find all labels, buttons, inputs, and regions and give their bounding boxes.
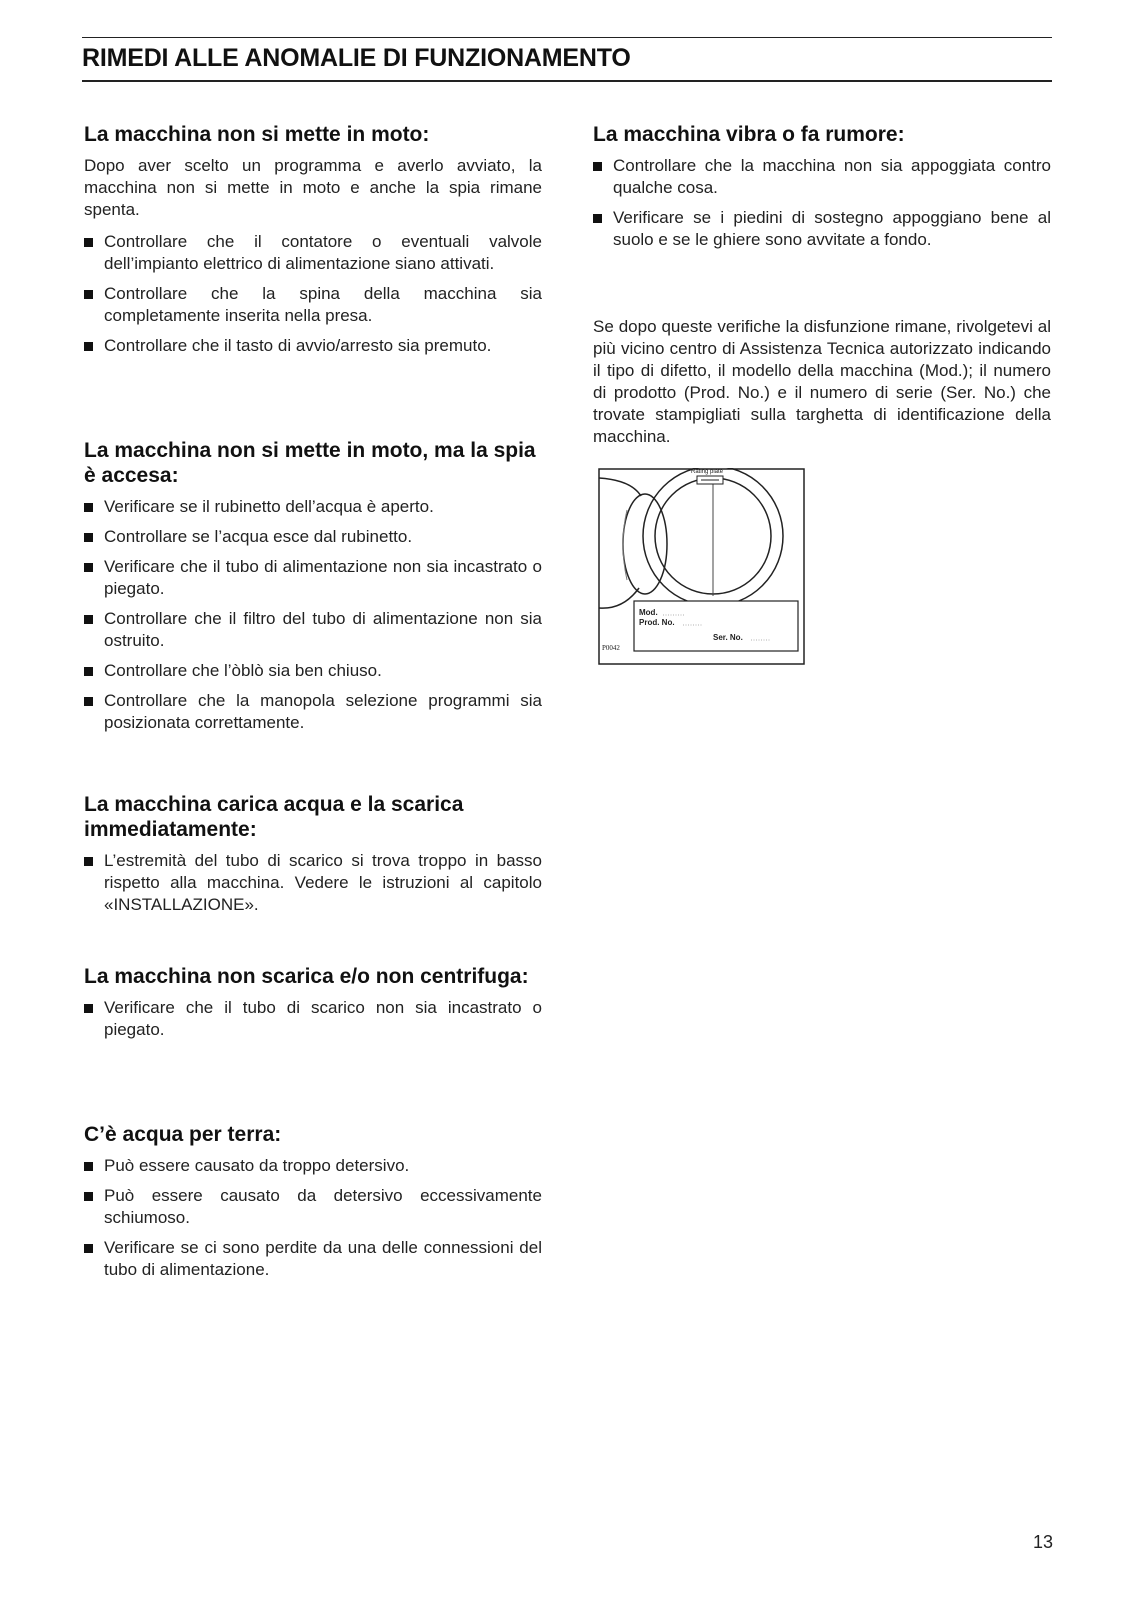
open-door-glass [623, 494, 667, 594]
page-title: RIMEDI ALLE ANOMALIE DI FUNZIONAMENTO [82, 44, 631, 72]
section-no-start-light-on [84, 438, 542, 742]
section-heading: La macchina non si mette in moto, ma la spia è accesa: [84, 439, 536, 487]
section-heading: La macchina non scarica e/o non centrifuga: [84, 965, 529, 988]
ser-no-label: Ser. No. [713, 633, 743, 642]
list-item: L’estremità del tubo di scarico si trova troppo in basso rispetto alla macchina. Vedere le istruzioni al capitolo «INSTALLAZIONE». [84, 850, 542, 916]
bullet-square-icon [84, 1162, 93, 1171]
rating-plate-figure [593, 468, 805, 668]
bullet-list [84, 496, 542, 734]
title-rule [82, 80, 1052, 82]
list-item: Controllare che la manopola selezione programmi sia posizionata correttamente. [84, 690, 542, 734]
bullet-square-icon [84, 857, 93, 866]
list-item: Controllare che il filtro del tubo di alimentazione non sia ostruito. [84, 608, 542, 652]
washing-machine-front-illustration [593, 468, 805, 668]
bullet-square-icon [84, 290, 93, 299]
list-item: Verificare se ci sono perdite da una delle connessioni del tubo di alimentazione. [84, 1237, 542, 1281]
bullet-square-icon [84, 238, 93, 247]
section-no-start [84, 122, 542, 365]
list-item: Controllare che la macchina non sia appoggiata contro qualche cosa. [593, 155, 1051, 199]
bullet-square-icon [84, 503, 93, 512]
list-item: Può essere causato da troppo detersivo. [84, 1155, 542, 1177]
section-fills-and-drains [84, 792, 542, 924]
bullet-square-icon [84, 342, 93, 351]
bullet-square-icon [593, 214, 602, 223]
list-item: Controllare che il tasto di avvio/arresto sia premuto. [84, 335, 542, 357]
page-number: 13 [1033, 1532, 1054, 1552]
top-rule [82, 37, 1052, 38]
bullet-list [84, 231, 542, 357]
bullet-square-icon [84, 533, 93, 542]
bullet-square-icon [84, 1004, 93, 1013]
list-item: Controllare se l’acqua esce dal rubinetto. [84, 526, 542, 548]
bullet-square-icon [84, 563, 93, 572]
section-intro: Dopo aver scelto un programma e averlo avviato, la macchina non si mette in moto e anche la spia rimane spenta. [84, 156, 542, 219]
section-heading: C’è acqua per terra: [84, 1123, 282, 1146]
figure-code: P0042 [602, 644, 620, 652]
list-item: Controllare che il contatore o eventuali valvole dell’impianto elettrico di alimentazione siano attivati. [84, 231, 542, 275]
bullet-square-icon [84, 615, 93, 624]
rating-plate-label: Rating plate [691, 469, 724, 475]
bullet-list [84, 850, 542, 916]
section-heading: La macchina non si mette in moto: [84, 123, 430, 146]
bullet-square-icon [84, 697, 93, 706]
list-item: Controllare che la spina della macchina sia completamente inserita nella presa. [84, 283, 542, 327]
section-no-drain-spin [84, 964, 542, 1049]
prod-no-label: Prod. No. [639, 618, 675, 627]
list-item: Può essere causato da detersivo eccessivamente schiumoso. [84, 1185, 542, 1229]
list-item: Verificare che il tubo di scarico non sia incastrato o piegato. [84, 997, 542, 1041]
bullet-square-icon [84, 667, 93, 676]
section-water-on-floor [84, 1122, 542, 1289]
bullet-list [84, 1155, 542, 1281]
section-heading: La macchina vibra o fa rumore: [593, 123, 905, 146]
section-vibration-noise [593, 122, 1051, 259]
list-item: Verificare che il tubo di alimentazione non sia incastrato o piegato. [84, 556, 542, 600]
door-open-arc-bottom [599, 588, 639, 608]
list-item: Verificare se i piedini di sostegno appoggiano bene al suolo e se le ghiere sono avvitate a fondo. [593, 207, 1051, 251]
bullet-list [84, 997, 542, 1041]
bullet-square-icon [84, 1244, 93, 1253]
mod-label: Mod. [639, 608, 658, 617]
list-item: Controllare che l’òblò sia ben chiuso. [84, 660, 542, 682]
section-heading: La macchina carica acqua e la scarica immediatamente: [84, 793, 464, 841]
service-paragraph: Se dopo queste verifiche la disfunzione rimane, rivolgetevi al più vicino centro di Assistenza Tecnica autorizzato indicando il tipo di difetto, il modello della macchina (Mod.); il numero di prodotto (Prod. No.) e il numero di serie (Ser. No.) che trovate stampigliati sulla targhetta di identificazione della macchina. [593, 317, 1051, 446]
bullet-square-icon [593, 162, 602, 171]
list-item: Verificare se il rubinetto dell’acqua è aperto. [84, 496, 542, 518]
door-open-arc-top [599, 478, 641, 496]
bullet-list [593, 155, 1051, 251]
bullet-square-icon [84, 1192, 93, 1201]
